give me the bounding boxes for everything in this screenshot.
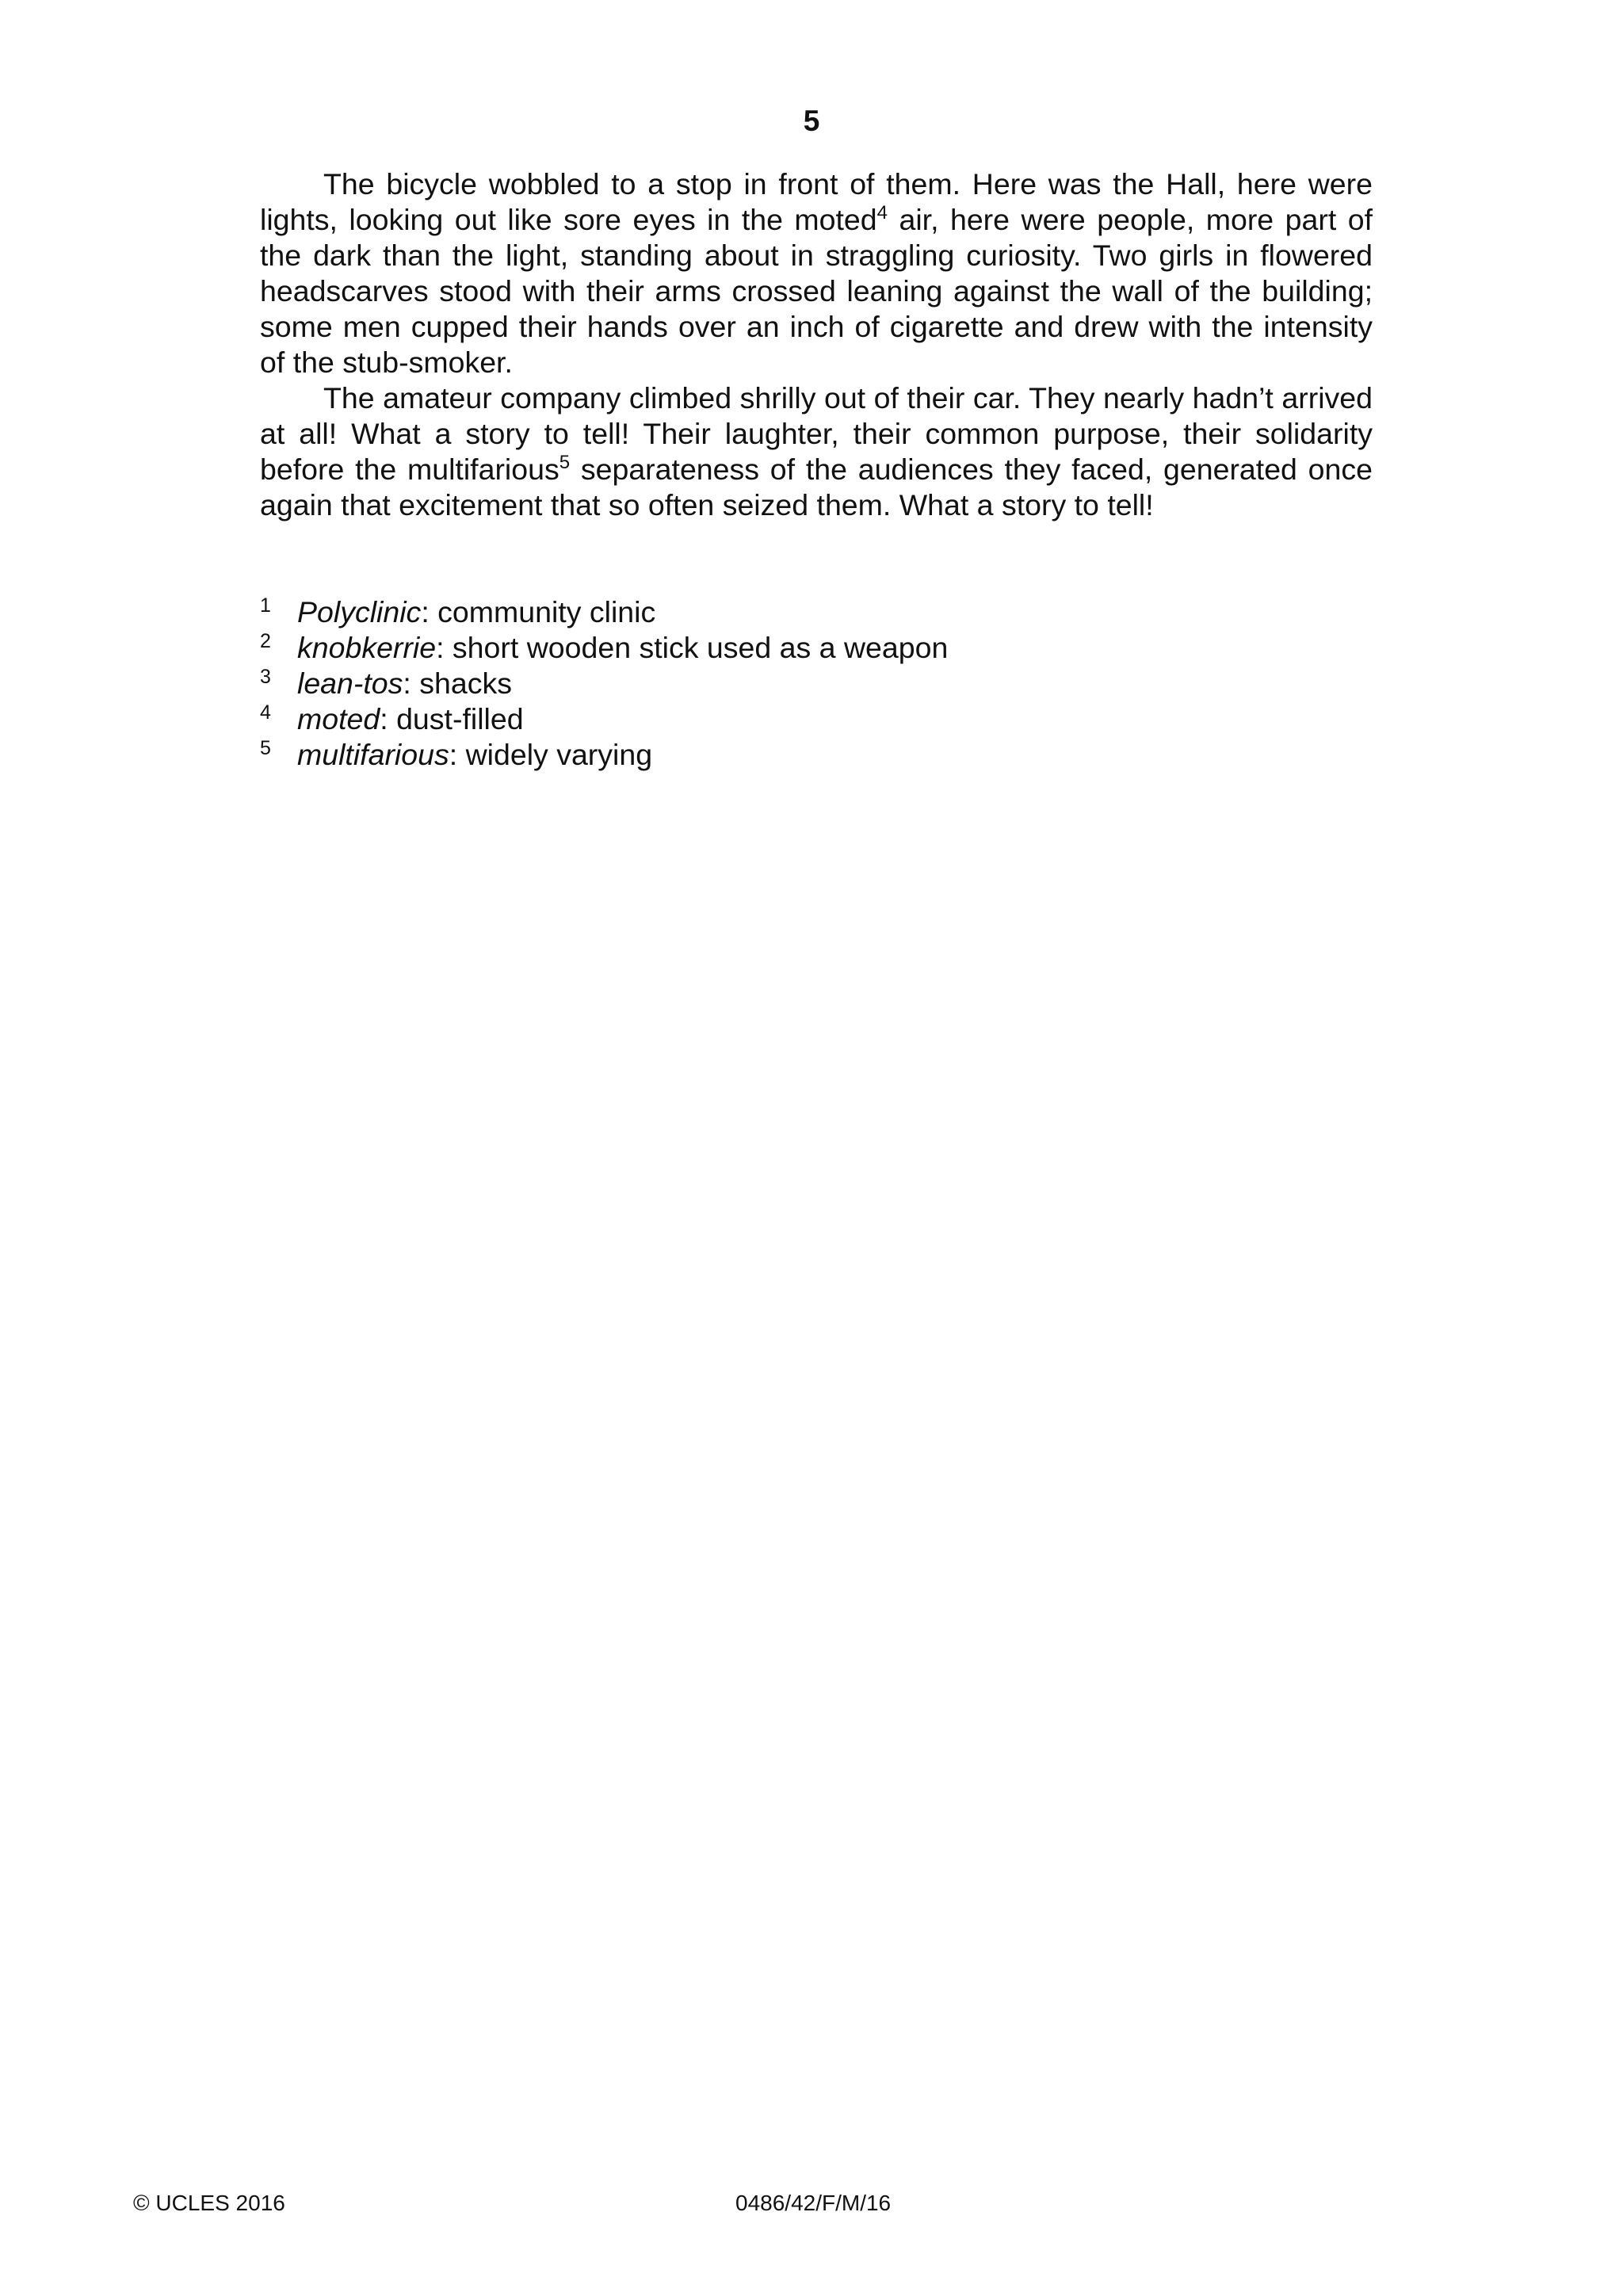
passage-paragraph [260,380,1373,523]
footnote-definition: : community clinic [421,595,656,628]
paragraph-text: The bicycle wobbled to a stop in front of them. Here was the Hall, here were lights, looking out like sore eyes in the moted [260,167,1373,236]
passage-paragraph [260,166,1373,380]
footnote-definition: : widely varying [449,738,653,771]
paper-code: 0486/42/F/M/16 [735,2191,892,2215]
footnote-item [238,737,1268,773]
footnote-term: moted [297,702,380,735]
footnote-term: lean-tos [297,667,403,700]
passage [260,166,1373,523]
footnote-definition: : shacks [403,667,512,700]
footnote-term: Polyclinic [297,595,422,628]
footnote-term: knobkerrie [297,631,437,664]
footnote-number: 5 [260,737,271,759]
paragraph-text: air, here were people, more part of the dark than the light, standing about in straggling curiosity. Two girls in flowered headscarves stood with their arms crossed leaning against the wall of the building; some men cupped their hands over an inch of cigarette and drew with the intensity of the stub-smoker. [260,203,1373,379]
page-number: 5 [803,105,820,137]
footnote-marker: 5 [559,452,571,473]
footnote-item [238,630,1268,666]
footnote-term: multifarious [297,738,449,771]
footnotes-list [238,594,1268,773]
copyright-notice: © UCLES 2016 [133,2191,285,2215]
footnote-number: 1 [260,594,271,617]
footnote-item [238,666,1268,701]
footnote-number: 4 [260,701,271,724]
paragraph-text: separateness of the audiences they faced, generated once again that excitement that so often seized them. What a story to tell! [260,453,1373,521]
footnote-definition: : short wooden stick used as a weapon [436,631,949,664]
footnote-item [238,594,1268,630]
footnote-number: 3 [260,666,271,688]
paragraph-text: The amateur company climbed shrilly out of their car. They nearly hadn’t arrived at all! What a story to tell! Their laughter, their common purpose, their solidarity before the multifarious [260,381,1373,486]
footnote-item [238,701,1268,737]
footnote-definition: : dust-filled [380,702,524,735]
footnote-marker: 4 [876,202,888,223]
footnote-number: 2 [260,630,271,652]
